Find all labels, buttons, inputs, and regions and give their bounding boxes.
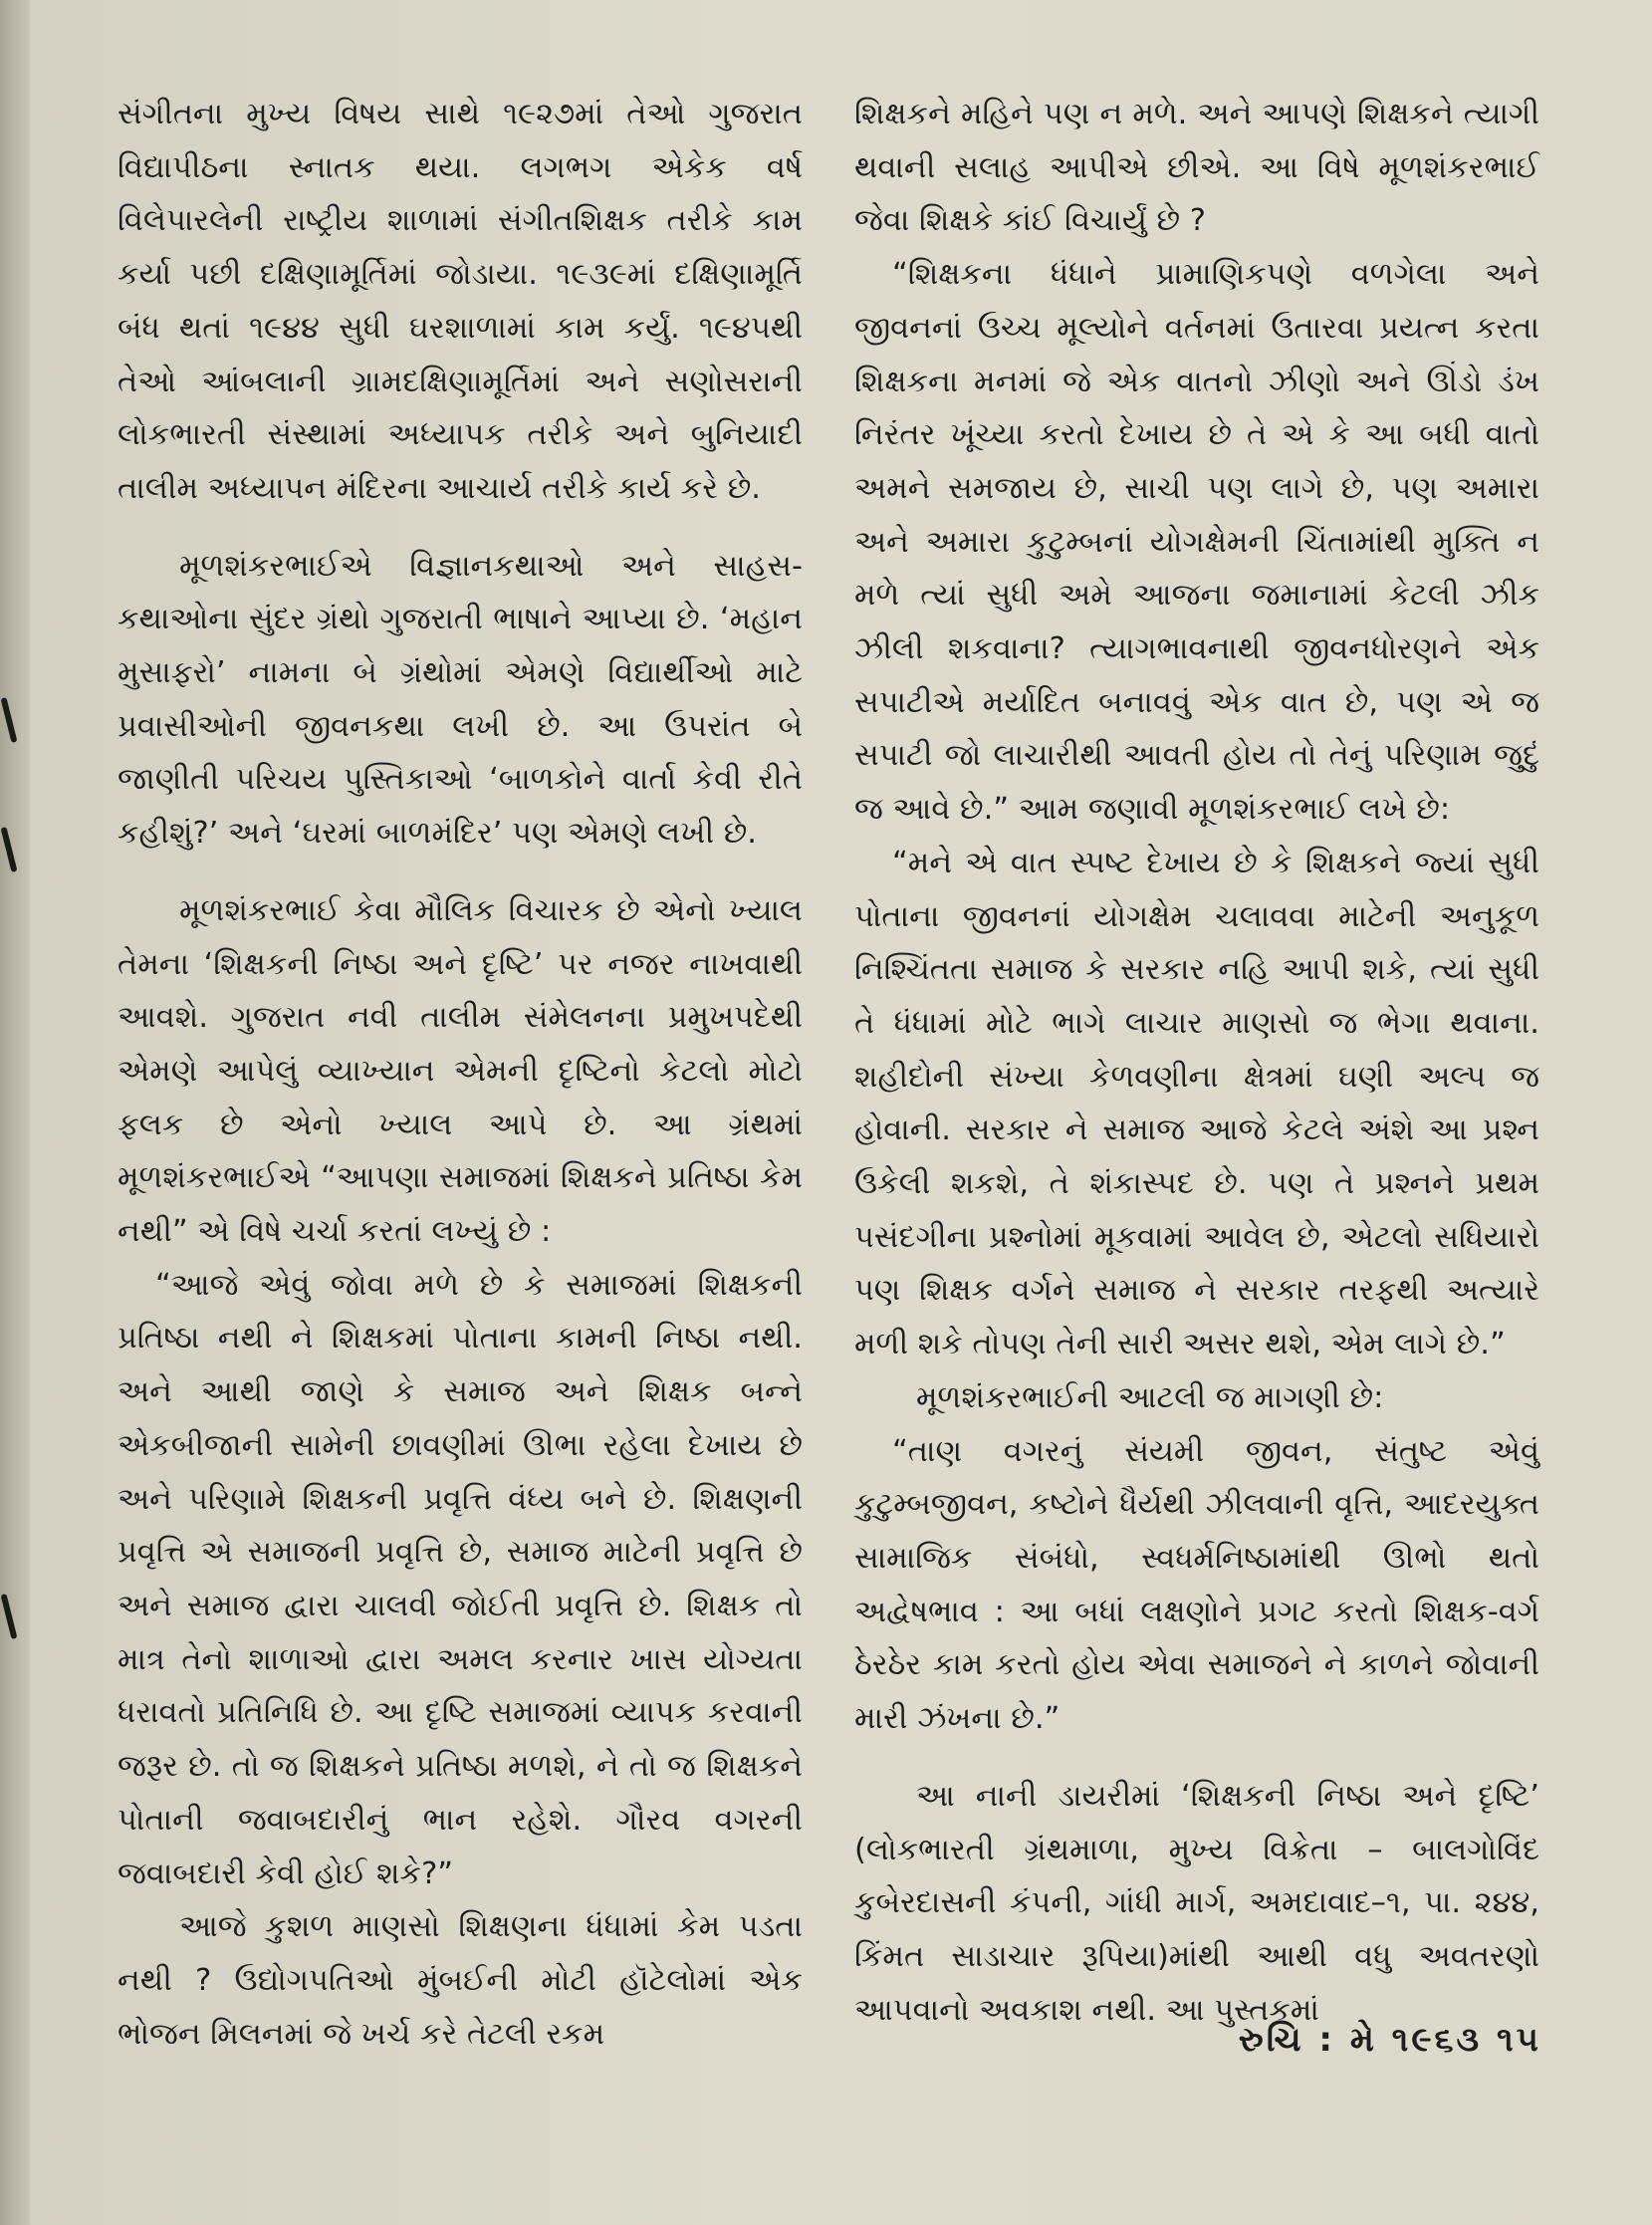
binding-mark <box>1 697 18 743</box>
quote-teacher-worry: “શિક્ષકના ધંધાને પ્રામાણિકપણે વળગેલા અને જીવનનાં ઉચ્ચ મૂલ્યોને વર્તનમાં ઉતારવા પ્રયત્ન કરતા શિક્ષકના મનમાં જે એક વાતનો ઝીણો અને ઊંડો ડંખ નિરંતર ખૂંચ્યા કરતો દેખાય છે તે એ કે આ બધી વાતો અમને સમજાય છે, સાચી પણ લાગે છે, પણ અમારા અને અમારા કુટુમ્બનાં યોગક્ષેમની ચિંતામાંથી મુક્તિ ન મળે ત્યાં સુધી અમે આજના જમાનામાં કેટલી ઝીક ઝીલી શકવાના? ત્યાગભાવનાથી જીવનધોરણને એક સપાટીએ મર્યાદિત બનાવવું એક વાત છે, પણ એ જ સપાટી જો લાચારીથી આવતી હોય તો તેનું પરિણામ જુદું જ આવે છે.” આમ જણાવી મૂળશંકરભાઈ લખે છે: <box>854 257 1539 828</box>
quote-teacher-prestige: “આજે એવું જોવા મળે છે કે સમાજમાં શિક્ષકની પ્રતિષ્ઠા નથી ને શિક્ષકમાં પોતાના કામની નિષ્ઠા નથી. અને આથી જાણે કે સમાજ અને શિક્ષક બન્ને એકબીજાની સામેની છાવણીમાં ઊભા રહેલા દેખાય છે અને પરિણામે શિક્ષકની પ્રવૃત્તિ વંધ્ય બને છે. શિક્ષણની પ્રવૃત્તિ એ સમાજની પ્રવૃત્તિ છે, સમાજ માટેની પ્રવૃત્તિ છે અને સમાજ દ્વારા ચાલવી જોઈતી પ્રવૃત્તિ છે. શિક્ષક તો માત્ર તેનો શાળાઓ દ્વારા અમલ કરનાર ખાસ યોગ્યતા ધરાવતો પ્રતિનિધિ છે. આ દૃષ્ટિ સમાજમાં વ્યાપક કરવાની જરૂર છે. તો જ શિક્ષકને પ્રતિષ્ઠા મળશે, ને તો જ શિક્ષકને પોતાની જવાબદારીનું ભાન રહેશે. ગૌરવ વગરની જવાબદારી કેવી હોઈ શકે?” <box>118 1267 803 1891</box>
quote-aspiration: “તાણ વગરનું સંયમી જીવન, સંતુષ્ટ એવું કુટુમ્બજીવન, કષ્ટોને ધૈર્યથી ઝીલવાની વૃત્તિ, આદરયુક્ત સામાજિક સંબંધો, સ્વધર્મનિષ્ઠામાંથી ઊભો થતો અદ્વેષભાવ : આ બધાં લક્ષણોને પ્રગટ કરતો શિક્ષક-વર્ગ ઠેરઠેર કામ કરતો હોય એવા સમાજને ને કાળને જોવાની મારી ઝંખના છે.” <box>854 1433 1539 1737</box>
right-text-column <box>854 88 1539 2037</box>
paragraph-bio: સંગીતના મુખ્ય વિષય સાથે ૧૯૨૭માં તેઓ ગુજરાત વિદ્યાપીઠના સ્નાતક થયા. લગભગ એકેક વર્ષ વિલેપારલેની રાષ્ટ્રીય શાળામાં સંગીતશિક્ષક તરીકે કામ કર્યા પછી દક્ષિણામૂર્તિમાં જોડાયા. ૧૯૩૯માં દક્ષિણામૂર્તિ બંધ થતાં ૧૯૪૪ સુધી ઘરશાળામાં કામ કર્યું. ૧૯૪૫થી તેઓ આંબલાની ગ્રામદક્ષિણામૂર્તિમાં અને સણોસરાની લોકભારતી સંસ્થામાં અધ્યાપક તરીકે અને બુનિયાદી તાલીમ અધ્યાપન મંદિરના આચાર્ય તરીકે કાર્ય કરે છે. <box>118 97 803 506</box>
binding-mark <box>1 1594 18 1639</box>
paragraph-book-reference: આ નાની ડાયરીમાં ‘શિક્ષકની નિષ્ઠા અને દૃષ્ટિ’ (લોકભારતી ગ્રંથમાળા, મુખ્ય વિક્રેતા – બાલગોવિંદ કુબેરદાસની કંપની, ગાંધી માર્ગ, અમદાવાદ–૧, પા. ૨૪૪, કિંમત સાડાચાર રૂપિયા)માંથી આથી વધુ અવતરણો આપવાનો અવકાશ નથી. આ પુસ્તકમાં <box>854 1778 1539 2028</box>
quote-clear-view: “મને એ વાત સ્પષ્ટ દેખાય છે કે શિક્ષકને જ્યાં સુધી પોતાના જીવનનાં યોગક્ષેમ ચલાવવા માટેની અનુકૂળ નિશ્ચિંતતા સમાજ કે સરકાર નહિ આપી શકે, ત્યાં સુધી તે ધંધામાં મોટે ભાગે લાચાર માણસો જ ભેગા થવાના. શહીદોની સંખ્યા કેળવણીના ક્ષેત્રમાં ઘણી અલ્પ જ હોવાની. સરકાર ને સમાજ આજે કેટલે અંશે આ પ્રશ્ન ઉકેલી શકશે, તે શંકાસ્પદ છે. પણ તે પ્રશ્નને પ્રથમ પસંદગીના પ્રશ્નોમાં મૂકવામાં આવેલ છે, એટલો સધિયારો પણ શિક્ષક વર્ગને સમાજ ને સરકાર તરફથી અત્યારે મળી શકે તોપણ તેની સારી અસર થશે, એમ લાગે છે.” <box>854 845 1539 1362</box>
page-footer: રુચિ : મે ૧૯૬૩ ૧૫ <box>1238 2020 1541 2060</box>
page-binding-edge <box>0 0 30 2225</box>
paragraph-books: મૂળશંકરભાઈએ વિજ્ઞાનકથાઓ અને સાહસ-કથાઓના સુંદર ગ્રંથો ગુજરાતી ભાષાને આપ્યા છે. ‘મહાન મુસાફરો’ નામના બે ગ્રંથોમાં એમણે વિદ્યાર્થીઓ માટે પ્રવાસીઓની જીવનકથા લખી છે. આ ઉપરાંત બે જાણીતી પરિચય પુસ્તિકાઓ ‘બાળકોને વાર્તા કેવી રીતે કહીશું?’ અને ‘ઘરમાં બાળમંદિર’ પણ એમણે લખી છે. <box>118 548 803 852</box>
paragraph-question: આજે કુશળ માણસો શિક્ષણના ધંધામાં કેમ પડતા નથી ? ઉદ્યોગપતિઓ મુંબઈની મોટી હૉટેલોમાં એક ભોજન મિલનમાં જે ખર્ચ કરે તેટલી રકમ <box>118 1909 803 2052</box>
left-text-column <box>118 88 803 2061</box>
paragraph-demand-intro: મૂળશંકરભાઈની આટલી જ માગણી છે: <box>916 1379 1384 1415</box>
paragraph-continuation: શિક્ષકને મહિને પણ ન મળે. અને આપણે શિક્ષકને ત્યાગી થવાની સલાહ આપીએ છીએ. આ વિષે મૂળશંકરભાઈ જેવા શિક્ષકે કાંઈ વિચાર્યું છે ? <box>854 97 1539 239</box>
binding-mark <box>1 827 18 872</box>
paragraph-thinker: મૂળશંકરભાઈ કેવા મૌલિક વિચારક છે એનો ખ્યાલ તેમના ‘શિક્ષકની નિષ્ઠા અને દૃષ્ટિ’ પર નજર નાખવાથી આવશે. ગુજરાત નવી તાલીમ સંમેલનના પ્રમુખપદેથી એમણે આપેલું વ્યાખ્યાન એમની દૃષ્ટિનો કેટલો મોટો ફલક છે એનો ખ્યાલ આપે છે. આ ગ્રંથમાં મૂળશંકરભાઈએ “આપણા સમાજમાં શિક્ષકને પ્રતિષ્ઠા કેમ નથી” એ વિષે ચર્ચા કરતાં લખ્યું છે : <box>118 892 803 1250</box>
